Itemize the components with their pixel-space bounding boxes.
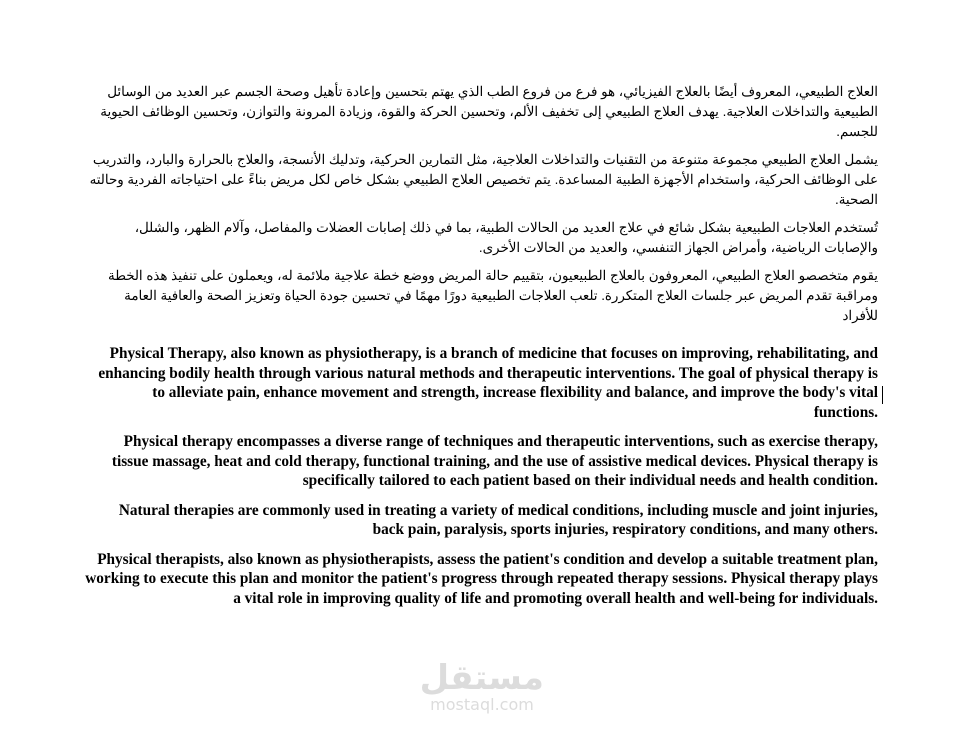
english-paragraph-3[interactable]: Natural therapies are commonly used in treating a variety of medical conditions, including muscle and joint injuries, back pain, paralysis, sports injuries, respiratory conditions, and many others. [118, 501, 878, 538]
text-cursor [882, 386, 883, 404]
watermark-logo: مستقل [419, 658, 544, 698]
arabic-paragraph-2: يشمل العلاج الطبيعي مجموعة متنوعة من التقنيات والتداخلات العلاجية، مثل التمارين الحركية، وتدليك الأنسجة، والعلاج بالحرارة والبارد، والتدريب على الوظائف الحركية، واستخدام الأجهزة الطبية المساعدة. يتم تخصيص العلاج الطبيعي بشكل خاص لكل مريض بناءً على احتياجاته الفردية وحالته الصحية. [89, 152, 878, 207]
document-body [85, 82, 878, 618]
english-paragraph-1[interactable]: Physical Therapy, also known as physiotherapy, is a branch of medicine that focuses on improving, rehabilitating, and enhancing bodily health through various natural methods and therapeutic interventions. The goal of physical therapy is to alleviate pain, enhance movement and strength, increase flexibility and balance, and improve the body's vital functions. [98, 345, 878, 421]
arabic-paragraph-3: تُستخدم العلاجات الطبيعية بشكل شائع في علاج العديد من الحالات الطبية، بما في ذلك إصابات العضلات والمفاصل، وآلام الظهر، والشلل، والإصابات الرياضية، وأمراض الجهاز التنفسي، والعديد من الحالات الأخرى. [134, 220, 878, 255]
english-translation [85, 344, 878, 608]
watermark [420, 660, 544, 714]
arabic-paragraph-1: العلاج الطبيعي، المعروف أيضًا بالعلاج الفيزيائي، هو فرع من فروع الطب الذي يهتم بتحسين وإعادة تأهيل وصحة الجسم عبر العديد من الوسائل الطبيعية والتداخلات العلاجية. يهدف العلاج الطبيعي إلى تخفيف الألم، وتحسين الحركة والقوة، وزيادة المرونة والتوازن، وتحسين الوظائف الحيوية للجسم. [100, 84, 878, 139]
watermark-url: mostaql.com [430, 695, 534, 714]
english-paragraph-4[interactable]: Physical therapists, also known as physiotherapists, assess the patient's condition and develop a suitable treatment plan, working to execute this plan and monitor the patient's progress through repeated therapy sessions. Physical therapy plays a vital role in improving quality of life and promoting overall health and well-being for individuals. [85, 550, 878, 607]
english-paragraph-2[interactable]: Physical therapy encompasses a diverse range of techniques and therapeutic interventions, such as exercise therapy, tissue massage, heat and cold therapy, functional training, and the use of assistive medical devices. Physical therapy is specifically tailored to each patient based on their individual needs and health condition. [111, 433, 878, 489]
arabic-paragraph-4: يقوم متخصصو العلاج الطبيعي، المعروفون بالعلاج الطبيعيون، بتقييم حالة المريض ووضع خطة علاجية ملائمة له، ويعملون على تنفيذ هذه الخطة ومراقبة تقدم المريض عبر جلسات العلاج المتكررة. تلعب العلاجات الطبيعية دورًا مهمًا في تحسين جودة الحياة وتعزيز الصحة والعافية العامة للأفراد [108, 268, 878, 323]
